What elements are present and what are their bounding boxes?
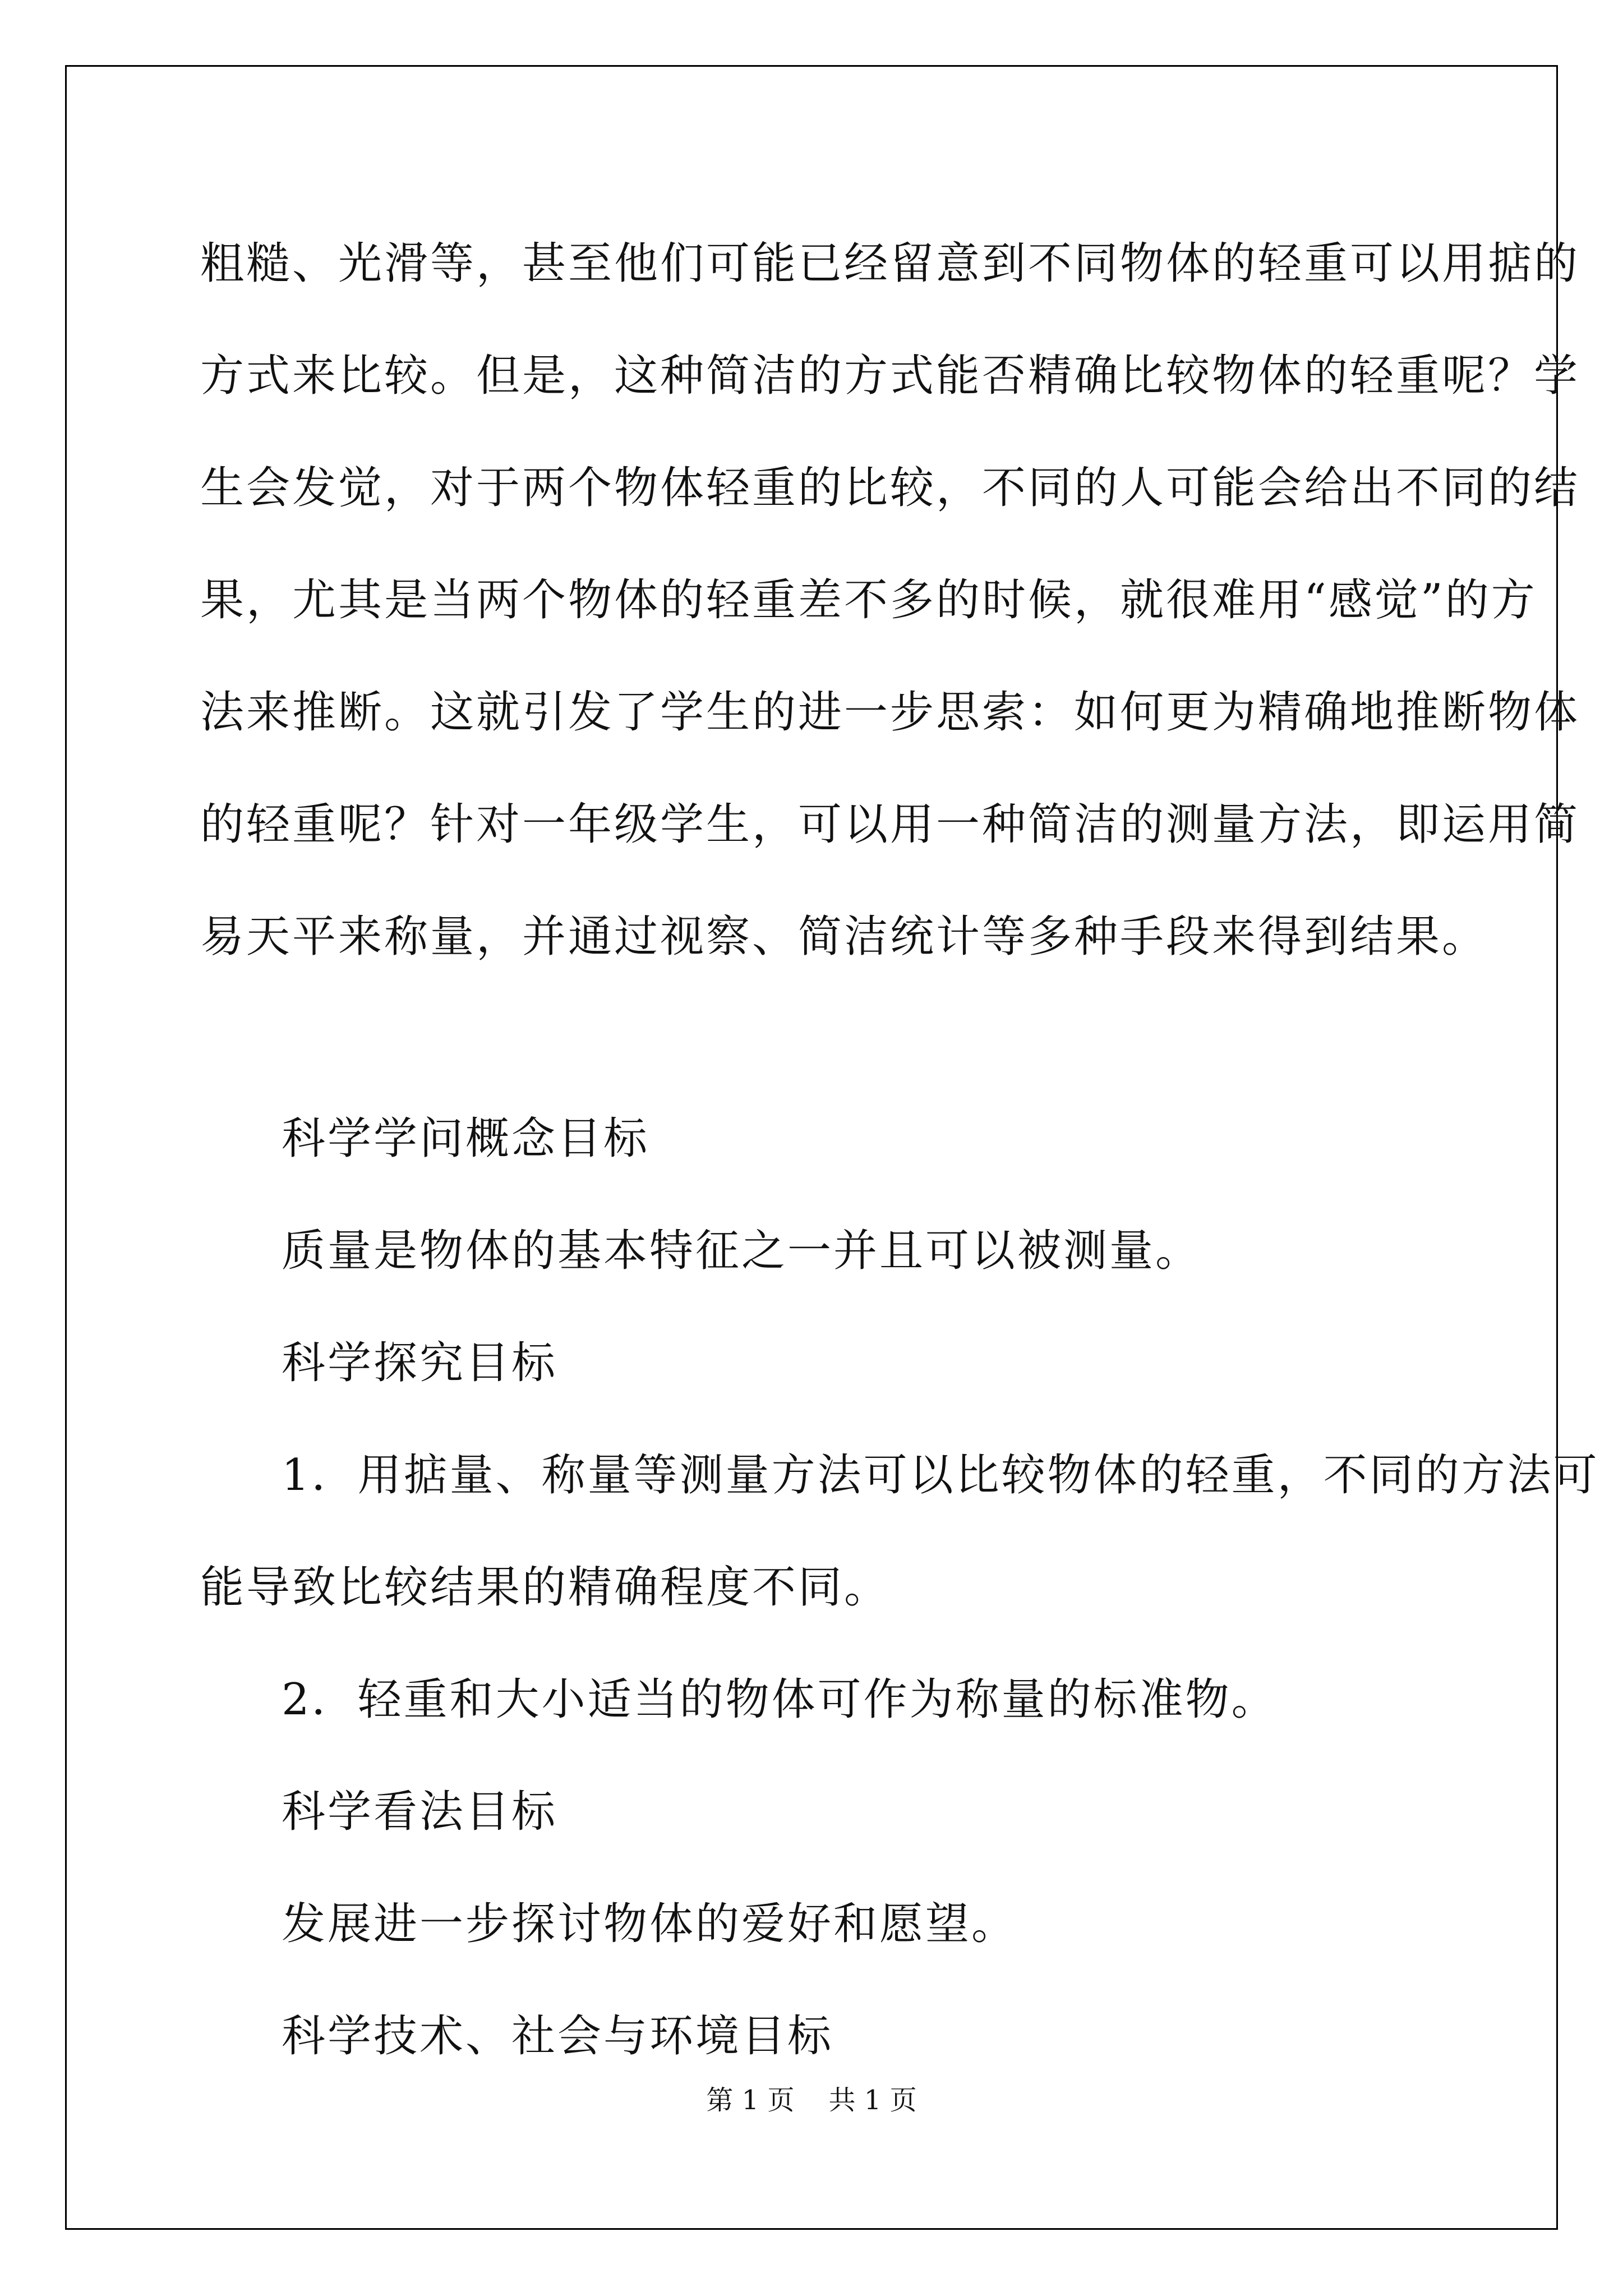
section-heading-concept-goal: 科学学问概念目标	[282, 1114, 650, 1164]
paragraph-line: 的轻重呢？针对一年级学生，可以用一种简洁的测量方法，即运用简	[200, 799, 1580, 850]
paragraph-line: 果，尤其是当两个物体的轻重差不多的时候，就很难用“感觉”的方	[200, 575, 1537, 625]
section-heading-sts-goal: 科学技术、社会与环境目标	[282, 2011, 834, 2062]
inquiry-goal-item-1-continued: 能导致比较结果的精确程度不同。	[200, 1562, 891, 1613]
document-body	[200, 208, 1599, 2092]
paragraph-line: 粗糙、光滑等，甚至他们可能已经留意到不同物体的轻重可以用掂的	[200, 238, 1580, 289]
section-heading-attitude-goal: 科学看法目标	[282, 1787, 558, 1837]
paragraph-line: 法来推断。这就引发了学生的进一步思索：如何更为精确地推断物体	[200, 687, 1580, 738]
objectives-list	[200, 1083, 1599, 2092]
intro-paragraph	[200, 208, 1580, 993]
inquiry-goal-item-2: 2．轻重和大小适当的物体可作为称量的标准物。	[282, 1674, 1278, 1725]
page-number-footer: 第 1 页 共 1 页	[706, 2085, 917, 2116]
section-heading-inquiry-goal: 科学探究目标	[282, 1338, 558, 1388]
attitude-goal-text: 发展进一步探讨物体的爱好和愿望。	[282, 1899, 1018, 1949]
inquiry-goal-item-1: 1．用掂量、称量等测量方法可以比较物体的轻重，不同的方法可	[282, 1450, 1599, 1501]
paragraph-line: 生会发觉，对于两个物体轻重的比较，不同的人可能会给出不同的结	[200, 463, 1580, 513]
concept-goal-text: 质量是物体的基本特征之一并且可以被测量。	[282, 1226, 1202, 1276]
paragraph-line: 易天平来称量，并通过视察、简洁统计等多种手段来得到结果。	[200, 912, 1488, 962]
paragraph-line: 方式来比较。但是，这种简洁的方式能否精确比较物体的轻重呢？学	[200, 351, 1580, 401]
